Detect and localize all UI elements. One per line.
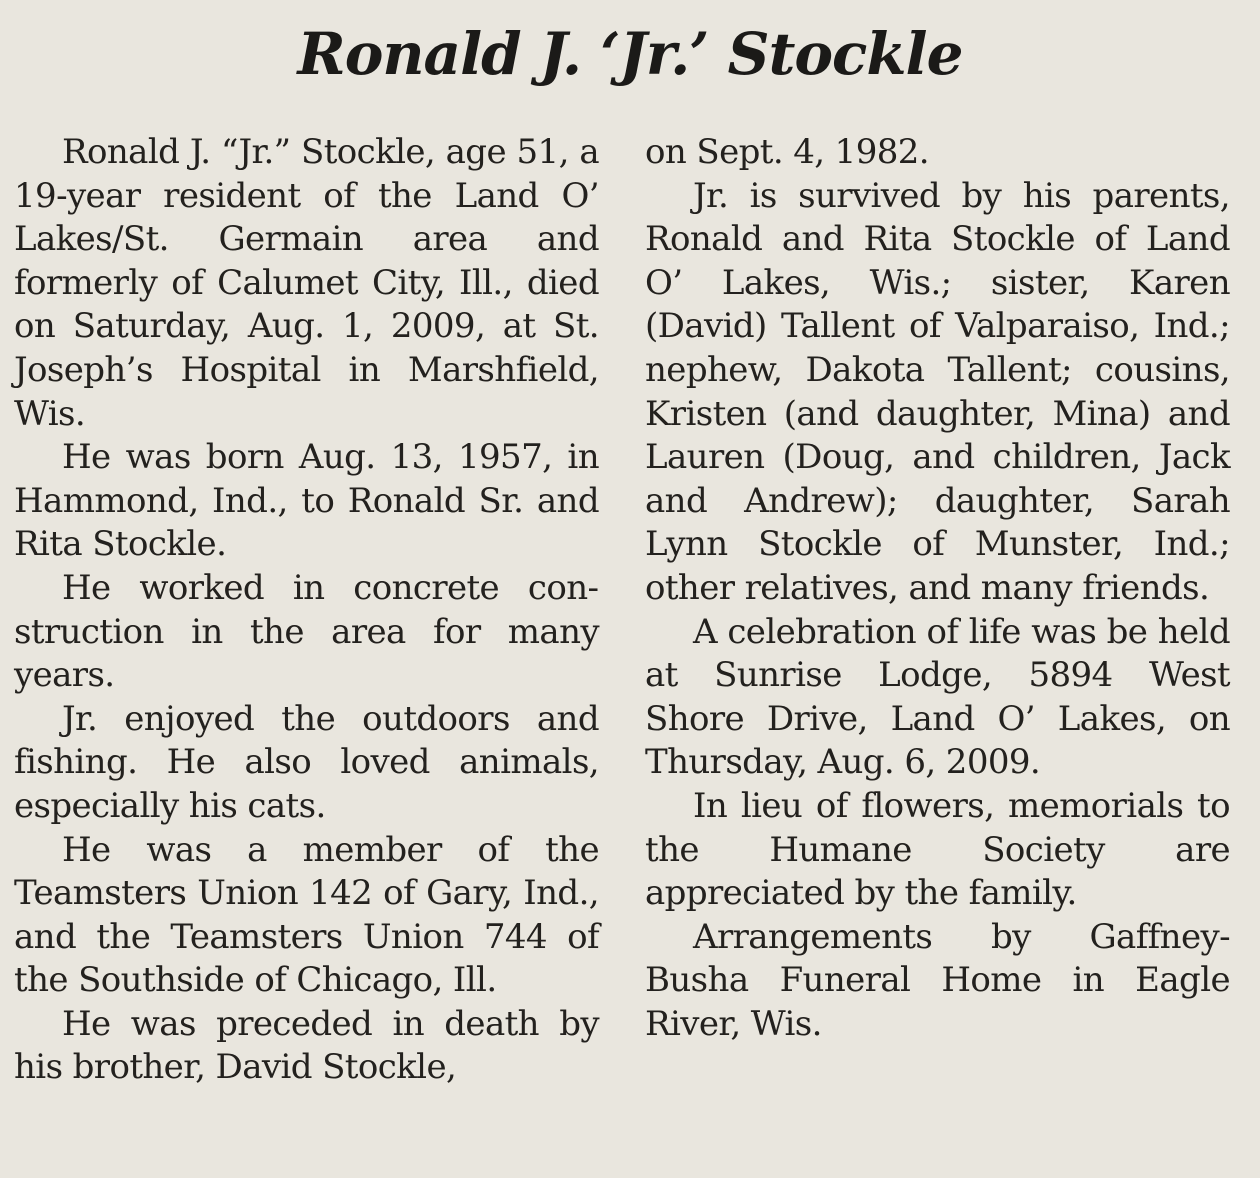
paragraph-survivors: Jr. is survived by his parents, Ronald and Rita Stockle of Land O’ Lakes, Wis.; sister, Karen (David) Tallent of Valparaiso, Ind.; nephew, Dakota Tallent; cousins, Kristen (and daughter, Mina) and Lauren (Doug, and children, Jack and Andrew); daughter, Sarah Lynn Stockle of Munster, Ind.; other relatives, and many friends.	[645, 175, 1230, 608]
paragraph-preceded: He was preceded in death by his brother, David Stockle,	[14, 1003, 599, 1088]
paragraph-union: He was a member of the Teamsters Union 142 of Gary, Ind., and the Teamsters Union 744 of the Southside of Chicago, Ill.	[14, 829, 599, 1001]
paragraph-memorials: In lieu of flowers, memorials to the Humane Society are appreciated by the family.	[645, 785, 1230, 914]
paragraph-celebration: A celebration of life was be held at Sunrise Lodge, 5894 West Shore Drive, Land O’ Lakes, on Thursday, Aug. 6, 2009.	[645, 611, 1230, 783]
paragraph-biography: Ronald J. “Jr.” Stockle, age 51, a 19-year resident of the Land O’ Lakes/St. Germain area and formerly of Calumet City, Ill., died on Saturday, Aug. 1, 2009, at St. Joseph’s Hospital in Marshfield, Wis.	[14, 132, 599, 434]
paragraph-work: He worked in concrete construction in the area for many years.	[14, 567, 599, 696]
obituary-headline: Ronald J. ‘Jr.’ Stockle	[297, 20, 963, 88]
paragraph-preceded-continued: on Sept. 4, 1982.	[645, 132, 930, 172]
paragraph-birth: He was born Aug. 13, 1957, in Hammond, Ind., to Ronald Sr. and Rita Stockle.	[14, 437, 599, 565]
right-column	[645, 131, 1230, 1046]
paragraph-hobbies: Jr. enjoyed the outdoors and fishing. He also loved animals, especially his cats.	[14, 698, 599, 826]
left-column	[14, 131, 599, 1090]
paragraph-arrangements: Arrangements by Gaffney-Busha Funeral Home in Eagle River, Wis.	[645, 916, 1230, 1044]
